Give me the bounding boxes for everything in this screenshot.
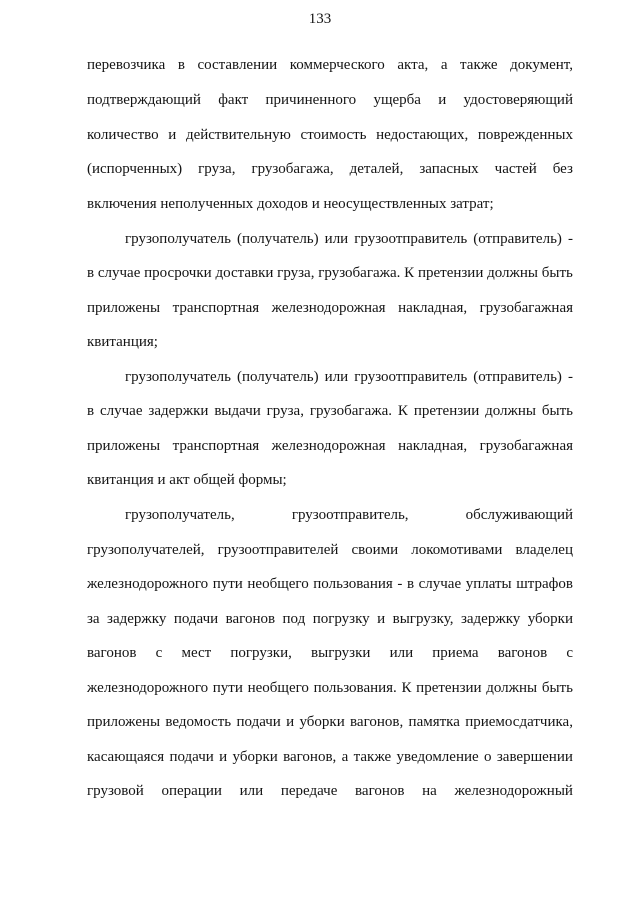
word: претензии — [417, 265, 484, 281]
word: грузобагажа, — [251, 161, 334, 177]
word: факт — [218, 92, 249, 108]
word: в — [87, 403, 95, 419]
word: мест — [181, 645, 212, 661]
text-line — [87, 124, 573, 146]
word: уборки — [299, 714, 345, 730]
word: своими — [351, 542, 399, 558]
word: должны — [487, 265, 539, 281]
word: а — [440, 57, 448, 73]
word: необщего — [247, 576, 309, 592]
word: - — [397, 576, 403, 592]
word: приемосдатчика, — [465, 714, 573, 730]
word: с — [566, 645, 573, 661]
text-line — [87, 573, 573, 595]
text-line — [87, 435, 573, 457]
word: удостоверяющий — [463, 92, 573, 108]
word: грузоотправитель — [354, 231, 468, 247]
word: частей — [494, 161, 537, 177]
word: приложены — [87, 714, 161, 730]
word: и — [438, 92, 447, 108]
word: и — [286, 714, 295, 730]
word: пользования. — [313, 680, 397, 696]
word: погрузки, — [230, 645, 292, 661]
word: вагонов, — [283, 749, 337, 765]
text-line — [87, 746, 573, 768]
word: операции — [161, 783, 222, 799]
word: о — [484, 749, 492, 765]
word: выгрузку, — [392, 611, 454, 627]
word: уплаты — [465, 576, 512, 592]
word: перевозчика — [87, 57, 166, 73]
word: касающаяся — [87, 749, 165, 765]
text-line — [87, 677, 573, 699]
word: быть — [541, 680, 573, 696]
word: доставки — [215, 265, 274, 281]
text-line — [87, 539, 573, 561]
word: груза, — [198, 161, 236, 177]
word: или — [324, 231, 349, 247]
word: железнодорожного — [87, 576, 209, 592]
word: грузобагажная — [479, 300, 573, 316]
word: деталей, — [349, 161, 404, 177]
text-line — [87, 89, 573, 111]
word: ущерба — [373, 92, 421, 108]
word: (получатель) — [236, 231, 319, 247]
word: грузобагажа. — [309, 403, 393, 419]
word: транспортная — [172, 438, 260, 454]
word: без — [552, 161, 573, 177]
word: железнодорожный — [454, 783, 573, 799]
word: быть — [541, 403, 573, 419]
text-line — [87, 608, 573, 630]
word: локомотивами — [411, 542, 503, 558]
word: грузоотправитель — [354, 369, 468, 385]
text-line — [87, 400, 573, 422]
text-line — [87, 297, 573, 319]
word: претензии — [413, 403, 480, 419]
word: акта, — [397, 57, 429, 73]
word: за — [87, 611, 100, 627]
text-line — [87, 158, 573, 180]
word: также — [353, 749, 392, 765]
word: приложены — [87, 438, 161, 454]
word: грузополучатель — [125, 231, 231, 247]
word: и — [219, 749, 228, 765]
word: случае — [97, 265, 141, 281]
word: обслуживающий — [465, 507, 573, 523]
word: подачи — [169, 749, 214, 765]
word: в — [177, 57, 185, 73]
word: вагонов — [497, 645, 548, 661]
word: груза, — [266, 403, 304, 419]
text-line: квитанция и акт общей формы; — [87, 472, 287, 488]
text-line — [125, 228, 573, 250]
word: памятка — [408, 714, 460, 730]
word: должны — [486, 680, 538, 696]
word: грузоотправитель, — [291, 507, 409, 523]
word: в — [406, 576, 415, 592]
word: также — [460, 57, 498, 73]
text-line: включения неполученных доходов и неосуществленных затрат; — [87, 196, 494, 212]
word: составлении — [197, 57, 278, 73]
word: задержку — [460, 611, 521, 627]
word: уборки — [232, 749, 278, 765]
word: накладная, — [398, 438, 468, 454]
word: запасных — [419, 161, 479, 177]
word: накладная, — [398, 300, 468, 316]
word: грузополучатель, — [125, 507, 235, 523]
word: задержки — [148, 403, 209, 419]
text-line: квитанция; — [87, 334, 158, 350]
word: действительную — [185, 127, 291, 143]
page-number: 133 — [308, 11, 332, 27]
word: выгрузки — [311, 645, 371, 661]
word: завершении — [496, 749, 573, 765]
word: К — [404, 265, 415, 281]
word: транспортная — [172, 300, 260, 316]
word: вагонов — [355, 783, 405, 799]
text-line — [87, 780, 573, 802]
word: подтверждающий — [87, 92, 201, 108]
word: пути — [212, 576, 243, 592]
word: поврежденных — [477, 127, 573, 143]
word: ведомость — [165, 714, 232, 730]
word: владелец — [515, 542, 573, 558]
word: груза, — [277, 265, 315, 281]
word: или — [389, 645, 414, 661]
word: грузополучатель — [125, 369, 231, 385]
text-line — [125, 366, 573, 388]
word: уборки — [527, 611, 573, 627]
word: (испорченных) — [87, 161, 183, 177]
word: приложены — [87, 300, 161, 316]
word: подачи — [173, 611, 219, 627]
word: должны — [485, 403, 536, 419]
word: документ, — [510, 57, 573, 73]
text-line — [87, 642, 573, 664]
word: с — [155, 645, 163, 661]
word: выдачи — [214, 403, 261, 419]
word: вагонов — [225, 611, 276, 627]
word: грузополучателей, — [87, 542, 205, 558]
word: претензии — [416, 680, 482, 696]
word: передаче — [280, 783, 338, 799]
word: штрафов — [516, 576, 573, 592]
word: вагонов, — [350, 714, 404, 730]
word: (отправитель) — [473, 231, 562, 247]
word: или — [239, 783, 264, 799]
text-line — [87, 711, 573, 733]
word: коммерческого — [289, 57, 385, 73]
word: грузоотправителей — [217, 542, 339, 558]
text-line — [125, 504, 573, 526]
text-line — [87, 54, 573, 76]
word: стоимость — [300, 127, 367, 143]
word: недостающих, — [376, 127, 469, 143]
word: на — [422, 783, 437, 799]
word: (отправитель) — [473, 369, 562, 385]
word: железнодорожного — [87, 680, 209, 696]
word: и — [168, 127, 177, 143]
word: грузобагажная — [479, 438, 573, 454]
word: железнодорожная — [271, 300, 386, 316]
word: подачи — [236, 714, 281, 730]
word: грузобагажа. — [318, 265, 401, 281]
word: случае — [418, 576, 462, 592]
word: погрузку — [312, 611, 370, 627]
word: пользования — [313, 576, 393, 592]
word: в — [87, 265, 95, 281]
word: задержку — [107, 611, 167, 627]
word: необщего — [247, 680, 309, 696]
word: количество — [87, 127, 159, 143]
text-line — [87, 262, 573, 284]
word: быть — [541, 265, 573, 281]
word: К — [397, 403, 408, 419]
word: и — [377, 611, 386, 627]
word: под — [282, 611, 306, 627]
word: уведомление — [396, 749, 479, 765]
word: просрочки — [144, 265, 212, 281]
word: причиненного — [265, 92, 357, 108]
word: приема — [432, 645, 479, 661]
word: или — [324, 369, 349, 385]
word: железнодорожная — [271, 438, 386, 454]
word: а — [341, 749, 349, 765]
word: - — [567, 231, 573, 247]
word: (получатель) — [236, 369, 319, 385]
word: вагонов — [87, 645, 137, 661]
word: К — [401, 680, 412, 696]
word: пути — [212, 680, 243, 696]
word: - — [567, 369, 573, 385]
word: случае — [99, 403, 143, 419]
word: грузовой — [87, 783, 144, 799]
